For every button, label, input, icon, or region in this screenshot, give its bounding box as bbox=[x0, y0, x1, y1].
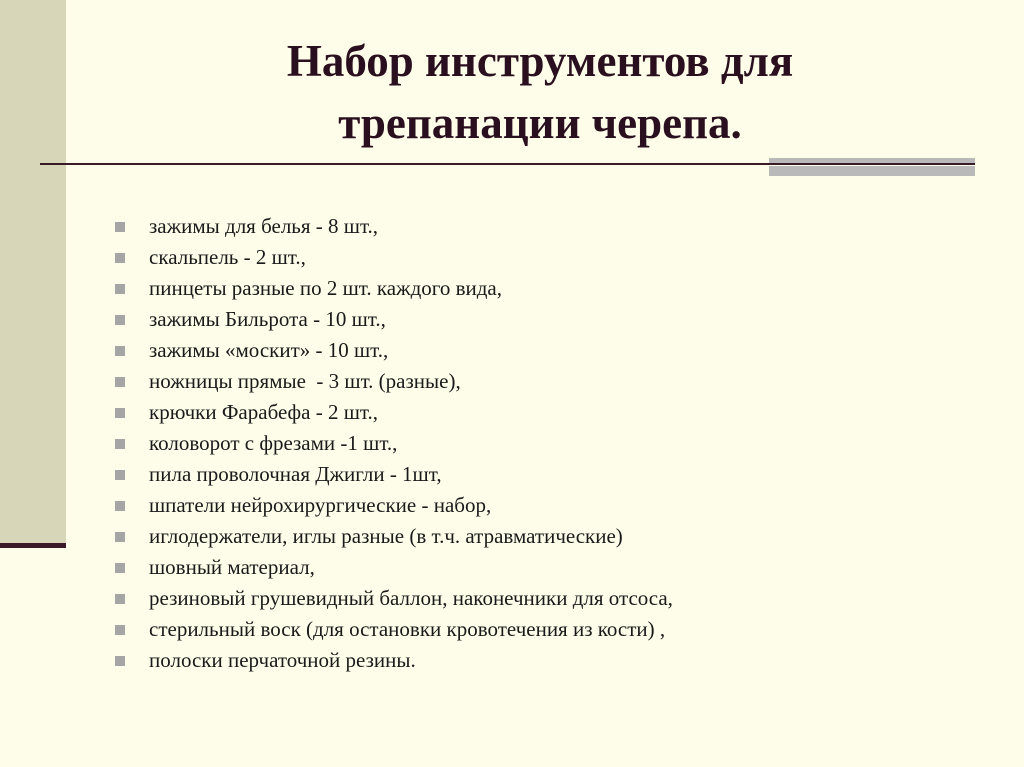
title-accent-bar bbox=[769, 158, 975, 176]
list-item bbox=[115, 552, 673, 583]
list-item-text: резиновый грушевидный баллон, наконечники для отсоса, bbox=[149, 586, 673, 610]
list-item bbox=[115, 490, 673, 521]
square-bullet-icon bbox=[115, 563, 125, 573]
square-bullet-icon bbox=[115, 470, 125, 480]
square-bullet-icon bbox=[115, 377, 125, 387]
square-bullet-icon bbox=[115, 284, 125, 294]
side-decoration-band bbox=[0, 0, 66, 547]
square-bullet-icon bbox=[115, 315, 125, 325]
slide-title bbox=[140, 30, 940, 154]
square-bullet-icon bbox=[115, 346, 125, 356]
list-item bbox=[115, 645, 673, 676]
instrument-list bbox=[115, 211, 673, 676]
list-item bbox=[115, 273, 673, 304]
list-item-text: пила проволочная Джигли - 1шт, bbox=[149, 462, 442, 486]
slide-title-line-1: Набор инструментов для bbox=[286, 36, 794, 86]
list-item-text: пинцеты разные по 2 шт. каждого вида, bbox=[149, 276, 503, 300]
slide-title-line-2: трепанации черепа. bbox=[338, 98, 742, 148]
list-item bbox=[115, 304, 673, 335]
list-item-text: зажимы для белья - 8 шт., bbox=[149, 214, 379, 238]
list-item bbox=[115, 428, 673, 459]
list-item-text: иглодержатели, иглы разные (в т.ч. атравматические) bbox=[149, 524, 623, 548]
list-item-text: ножницы прямые - 3 шт. (разные), bbox=[149, 369, 461, 393]
list-item bbox=[115, 459, 673, 490]
square-bullet-icon bbox=[115, 594, 125, 604]
square-bullet-icon bbox=[115, 439, 125, 449]
square-bullet-icon bbox=[115, 253, 125, 263]
square-bullet-icon bbox=[115, 532, 125, 542]
list-item-text: полоски перчаточной резины. bbox=[149, 648, 416, 672]
square-bullet-icon bbox=[115, 501, 125, 511]
side-band-base-line bbox=[0, 543, 66, 548]
list-item-text: стерильный воск (для остановки кровотечения из кости) , bbox=[149, 617, 666, 641]
list-item-text: крючки Фарабефа - 2 шт., bbox=[149, 400, 379, 424]
list-item-text: коловорот с фрезами -1 шт., bbox=[149, 431, 398, 455]
square-bullet-icon bbox=[115, 625, 125, 635]
list-item bbox=[115, 366, 673, 397]
list-item-text: зажимы Бильрота - 10 шт., bbox=[149, 307, 386, 331]
square-bullet-icon bbox=[115, 222, 125, 232]
list-item-text: скальпель - 2 шт., bbox=[149, 245, 306, 269]
square-bullet-icon bbox=[115, 656, 125, 666]
list-item bbox=[115, 614, 673, 645]
list-item bbox=[115, 242, 673, 273]
list-item-text: шпатели нейрохирургические - набор, bbox=[149, 493, 492, 517]
list-item-text: шовный материал, bbox=[149, 555, 315, 579]
list-item bbox=[115, 583, 673, 614]
square-bullet-icon bbox=[115, 408, 125, 418]
list-item bbox=[115, 521, 673, 552]
list-item bbox=[115, 335, 673, 366]
list-item-text: зажимы «москит» - 10 шт., bbox=[149, 338, 389, 362]
list-item bbox=[115, 397, 673, 428]
list-item bbox=[115, 211, 673, 242]
